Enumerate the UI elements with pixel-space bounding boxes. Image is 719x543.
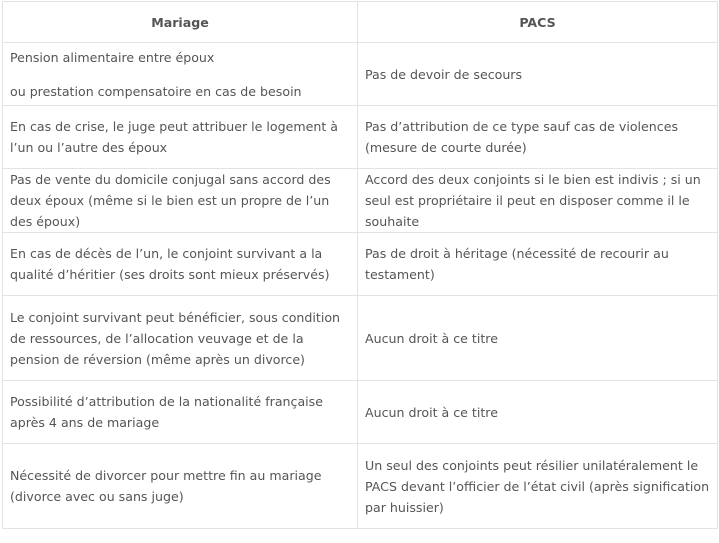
mariage-cell-text: Pension alimentaire entre époux bbox=[10, 49, 215, 65]
pacs-cell: Accord des deux conjoints si le bien est indivis ; si un seul est propriétaire il peut en disposer comme il le souhaite bbox=[358, 169, 718, 233]
header-row bbox=[3, 2, 718, 43]
table-row bbox=[3, 296, 718, 381]
mariage-cell-text: ou prestation compensatoire en cas de besoin bbox=[10, 83, 302, 99]
mariage-cell bbox=[3, 106, 358, 169]
table-row bbox=[3, 106, 718, 169]
comparison-table-container bbox=[2, 1, 717, 529]
mariage-pacs-comparison-table bbox=[2, 1, 718, 529]
mariage-cell-text: Pas de vente du domicile conjugal sans accord des deux époux (même si le bien est un propre de l’un des époux) bbox=[10, 172, 331, 229]
mariage-cell-text: Nécessité de divorcer pour mettre fin au mariage (divorce avec ou sans juge) bbox=[10, 468, 322, 504]
mariage-cell-text: En cas de crise, le juge peut attribuer le logement à l’un ou l’autre des époux bbox=[10, 119, 338, 155]
pacs-cell: Aucun droit à ce titre bbox=[358, 381, 718, 444]
mariage-cell-text: Le conjoint survivant peut bénéficier, sous condition de ressources, de l’allocation veuvage et de la pension de réversion (même après un divorce) bbox=[10, 309, 341, 367]
column-header-mariage: Mariage bbox=[3, 2, 358, 43]
table-row bbox=[3, 43, 718, 106]
mariage-cell-text: Possibilité d’attribution de la nationalité française après 4 ans de mariage bbox=[10, 394, 323, 430]
pacs-cell: Pas de devoir de secours bbox=[358, 43, 718, 106]
table-row bbox=[3, 233, 718, 296]
pacs-cell: Pas de droit à héritage (nécessité de recourir au testament) bbox=[358, 233, 718, 296]
table-row bbox=[3, 381, 718, 444]
mariage-cell bbox=[3, 381, 358, 444]
mariage-cell bbox=[3, 296, 358, 381]
mariage-cell bbox=[3, 444, 358, 529]
table-row bbox=[3, 169, 718, 233]
column-header-pacs: PACS bbox=[358, 2, 718, 43]
mariage-cell bbox=[3, 169, 358, 233]
mariage-cell bbox=[3, 43, 358, 106]
mariage-cell bbox=[3, 233, 358, 296]
table-header bbox=[3, 2, 718, 43]
pacs-cell: Un seul des conjoints peut résilier unilatéralement le PACS devant l’officier de l’état civil (après signification par huissier) bbox=[358, 444, 718, 529]
pacs-cell: Aucun droit à ce titre bbox=[358, 296, 718, 381]
table-row bbox=[3, 444, 718, 529]
mariage-cell-text: En cas de décès de l’un, le conjoint survivant a la qualité d’héritier (ses droits sont mieux préservés) bbox=[10, 246, 330, 282]
table-body bbox=[3, 43, 718, 529]
pacs-cell: Pas d’attribution de ce type sauf cas de violences (mesure de courte durée) bbox=[358, 106, 718, 169]
